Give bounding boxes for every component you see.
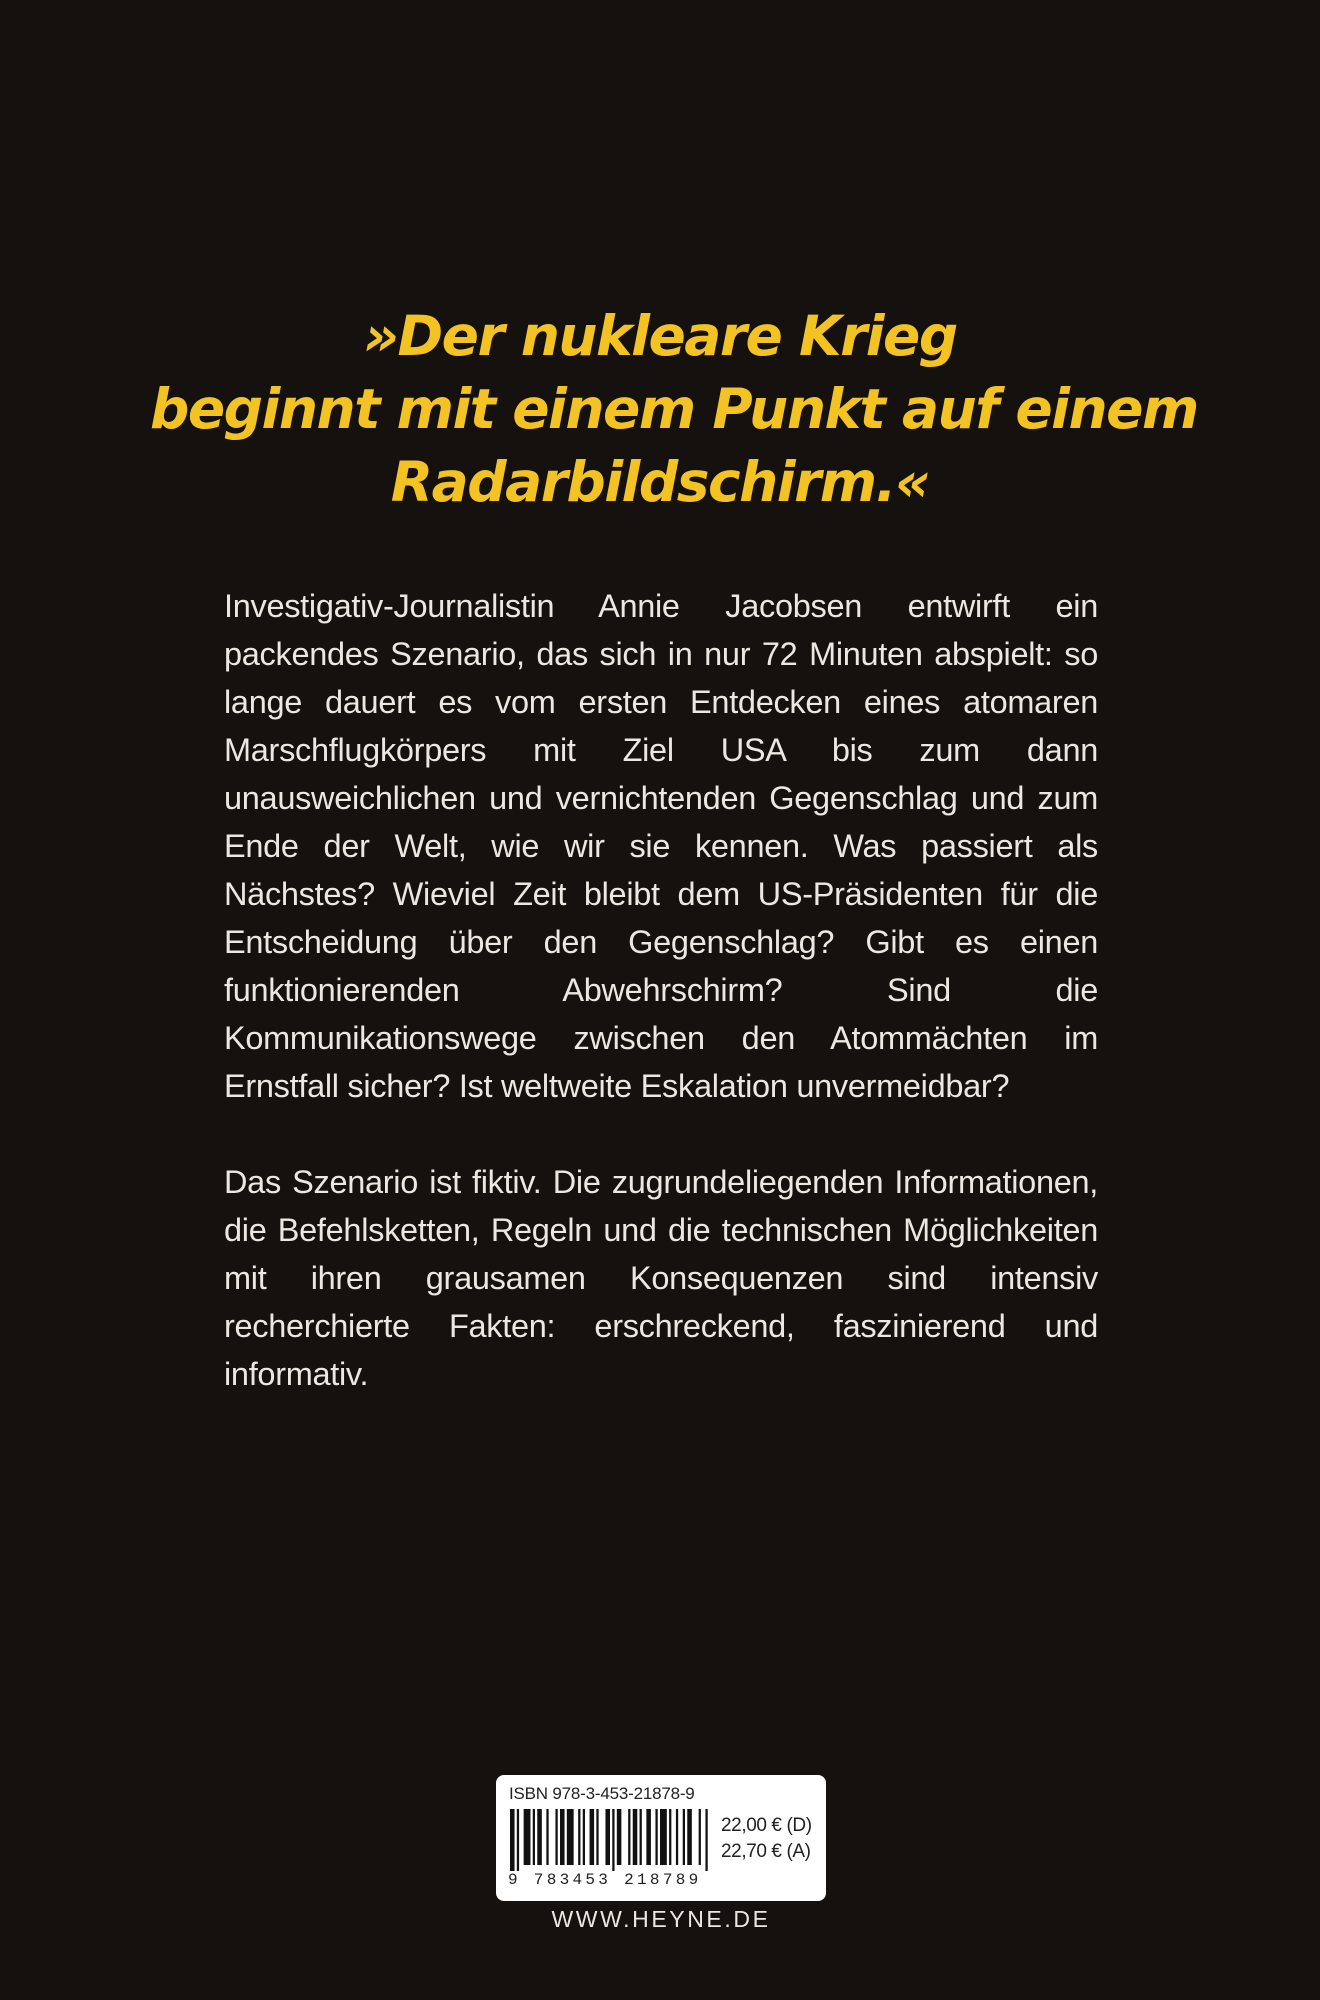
barcode-bar [567,1809,574,1865]
barcode-bar [596,1809,598,1865]
barcode-bar [537,1809,542,1865]
barcode-bar [590,1809,595,1865]
pull-quote [150,300,1198,519]
quote-line: »Der nukleare Krieg [363,304,957,368]
quote-line: Radarbildschirm.« [390,450,930,514]
barcode-bar [533,1809,535,1865]
barcode-bar [628,1809,630,1865]
quote-line: beginnt mit einem Punkt auf einem [150,377,1198,441]
barcode-bar [669,1809,671,1865]
blurb-text [224,582,1098,1398]
barcode-icon [510,1809,710,1871]
barcode-bar [546,1809,548,1865]
barcode-bar [640,1809,642,1865]
barcode-bar [583,1809,585,1865]
barcode-bar [646,1809,651,1865]
price-germany: 22,00 € (D) [721,1815,812,1836]
barcode-bar [676,1809,678,1865]
barcode-bar [705,1809,707,1871]
barcode-bar [560,1809,565,1865]
barcode-bar [578,1809,580,1865]
barcode-bar [605,1809,610,1865]
barcode-bar [617,1809,622,1865]
barcode-bar [633,1809,638,1865]
blurb-paragraph: Das Szenario ist fiktiv. Die zugrundeliegenden Informationen, die Befehlsketten, Regeln und die technischen Möglichkeiten mit ihren grausamen Konsequenzen sind intensiv recherchierte Fakten: erschreckend, faszinierend und informativ. [224,1164,1098,1392]
barcode-bar [699,1809,701,1865]
barcode-label [496,1775,826,1901]
barcode-bar [683,1809,685,1865]
blurb-paragraph: Investigativ-Journalistin Annie Jacobsen entwirft ein packendes Szenario, das sich in nur 72 Minuten abspielt: so lange dauert es vom ersten Entdecken eines atomaren Marschflugkörpers mit Ziel USA bis zum dann unausweichlichen und vernichtenden Gegenschlag und zum Ende der Welt, wie wir sie kennen. Was passiert als Nächstes? Wieviel Zeit bleibt dem US-Präsidenten für die Entscheidung über den Gegenschlag? Gibt es einen funktionierenden Abwehrschirm? Sind die Kommunikationswege zwischen den Atommächten im Ernstfall sicher? Ist weltweite Eskalation unvermeidbar? [224,588,1098,1104]
barcode-bar [687,1809,692,1865]
barcode-bar [612,1809,614,1871]
isbn-text: ISBN 978-3-453-21878-9 [509,1784,695,1803]
publisher-website: WWW.HEYNE.DE [551,1906,771,1932]
barcode-digits: 9 783453 218789 [508,1871,702,1889]
barcode-bar [555,1809,557,1865]
barcode-bar [660,1809,667,1865]
barcode-bar [524,1809,531,1865]
barcode-bar [517,1809,519,1871]
barcode-bar [510,1809,515,1871]
price-austria: 22,70 € (A) [721,1841,811,1862]
barcode-bar [655,1809,657,1865]
